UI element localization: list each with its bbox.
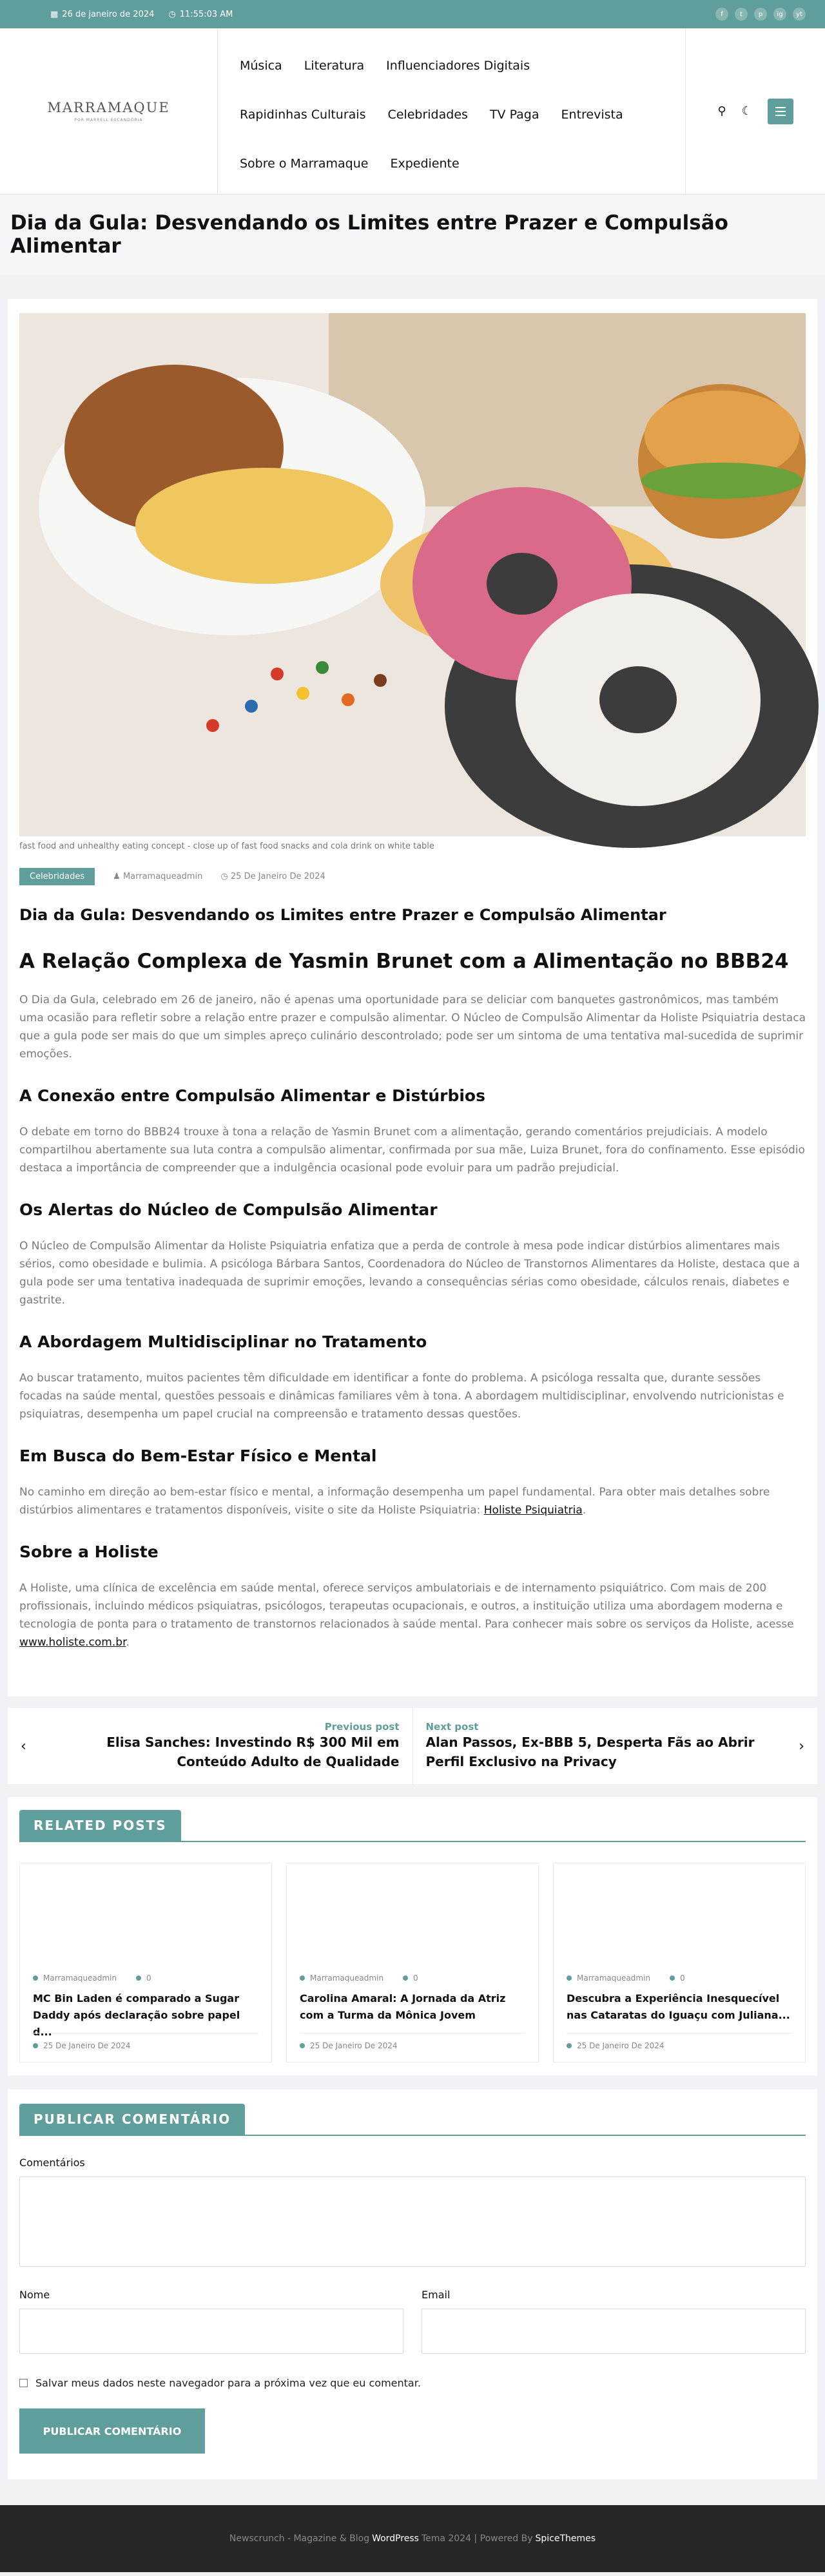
- nav-item-musica[interactable]: Música: [240, 59, 282, 73]
- site-logo[interactable]: [0, 28, 218, 194]
- submit-comment-button[interactable]: PUBLICAR COMENTÁRIO: [19, 2408, 205, 2454]
- comment-heading: PUBLICAR COMENTÁRIO: [19, 2104, 245, 2135]
- related-posts-heading: RELATED POSTS: [19, 1810, 181, 1841]
- comment-icon: [136, 1975, 141, 1981]
- nav-item-rapidinhas[interactable]: Rapidinhas Culturais: [240, 108, 366, 122]
- related-post-card[interactable]: [19, 1863, 272, 2062]
- article-paragraph: Ao buscar tratamento, muitos pacientes têm dificuldade em identificar a fonte do problema. A psicóloga ressalta que, durante sessões focadas na saúde mental, questões pessoais e dinâmicas familiares vêm à tona. A abordagem multidisciplinar, envolvendo nutricionistas e psiquiatras, desempenha um papel crucial na compreensão e tratamento dessas questões.: [19, 1372, 784, 1421]
- holiste-link[interactable]: Holiste Psiquiatria: [483, 1504, 583, 1517]
- related-post-date: 25 De Janeiro De 2024: [33, 2041, 258, 2050]
- fast-food-illustration: [19, 313, 806, 836]
- related-post-card[interactable]: [286, 1863, 539, 2062]
- previous-post-link[interactable]: [8, 1708, 413, 1784]
- save-data-checkbox[interactable]: [19, 2379, 28, 2387]
- search-icon[interactable]: ⚲: [717, 104, 726, 118]
- logo-tagline: POR MARRELL ESCANDÓRIA: [74, 118, 143, 122]
- related-post-comments[interactable]: 0: [403, 1974, 418, 1983]
- clock-icon: ◷: [168, 9, 176, 19]
- comment-icon: [670, 1975, 675, 1981]
- current-date: ▦ 26 de janeiro de 2024: [50, 9, 155, 19]
- pinterest-icon[interactable]: p: [754, 8, 767, 21]
- comment-label: Comentários: [19, 2157, 85, 2169]
- wordpress-link[interactable]: WordPress: [372, 2533, 419, 2544]
- site-header: [0, 28, 825, 195]
- current-time: ◷ 11:55:03 AM: [168, 9, 233, 19]
- article-subheading: Em Busca do Bem-Estar Físico e Mental: [19, 1447, 377, 1465]
- nav-item-entrevista[interactable]: Entrevista: [561, 108, 623, 122]
- article-card: [8, 299, 817, 1697]
- spicethemes-link[interactable]: SpiceThemes: [535, 2533, 596, 2544]
- article-paragraph: O Dia da Gula, celebrado em 26 de janeiro, não é apenas uma oportunidade para se deliciar com banquetes gastronômicos, mas também uma ocasião para refletir sobre a relação entre prazer e compulsão alimentar. O Núcleo de Compulsão Alimentar da Holiste Psiquiatria destaca que a gula pode ser mais do que um simples apreço culinário descontrolado; pode ser um sintoma de uma tentativa mal-sucedida de suprimir emoções.: [19, 994, 806, 1061]
- instagram-icon[interactable]: ig: [773, 8, 786, 21]
- twitter-icon[interactable]: t: [735, 8, 748, 21]
- email-input[interactable]: [422, 2309, 806, 2354]
- related-post-card[interactable]: [553, 1863, 806, 2062]
- related-post-author[interactable]: Marramaqueadmin: [567, 1974, 650, 1983]
- nav-item-tv-paga[interactable]: TV Paga: [489, 108, 539, 122]
- image-caption: fast food and unhealthy eating concept - close up of fast food snacks and cola drink on white table: [19, 841, 434, 851]
- nav-item-literatura[interactable]: Literatura: [304, 59, 365, 73]
- calendar-icon: ▦: [50, 9, 59, 19]
- top-bar: [0, 0, 825, 28]
- category-badge[interactable]: Celebridades: [19, 868, 95, 885]
- page-title: Dia da Gula: Desvendando os Limites entre Prazer e Compulsão Alimentar: [10, 211, 728, 258]
- holiste-site-link[interactable]: www.holiste.com.br: [19, 1636, 126, 1649]
- related-post-title[interactable]: Descubra a Experiência Inesquecível nas Cataratas do Iguaçu com Juliana...: [567, 1992, 790, 2021]
- dark-mode-icon[interactable]: ☾: [741, 104, 752, 118]
- related-post-title[interactable]: Carolina Amaral: A Jornada da Atriz com a Turma da Mônica Jovem: [300, 1992, 506, 2021]
- comment-icon: [403, 1975, 408, 1981]
- user-icon: [567, 1975, 572, 1981]
- save-data-checkbox-row[interactable]: [19, 2377, 806, 2389]
- post-navigation: [8, 1708, 817, 1784]
- social-links: [715, 8, 806, 21]
- nav-item-influenciadores[interactable]: Influenciadores Digitais: [386, 59, 530, 73]
- main-nav: [218, 28, 686, 194]
- related-post-author[interactable]: Marramaqueadmin: [33, 1974, 117, 1983]
- related-post-author[interactable]: Marramaqueadmin: [300, 1974, 383, 1983]
- email-label: Email: [422, 2289, 451, 2301]
- chevron-right-icon: ›: [799, 1738, 804, 1754]
- name-label: Nome: [19, 2289, 50, 2301]
- comment-form: [8, 2090, 817, 2479]
- page-title-band: [0, 195, 825, 274]
- related-post-date: 25 De Janeiro De 2024: [567, 2041, 792, 2050]
- clock-icon: [300, 2043, 305, 2048]
- post-author[interactable]: ♟ Marramaqueadmin: [113, 872, 203, 881]
- next-post-link[interactable]: [413, 1708, 818, 1784]
- footer-text: Tema 2024 | Powered By: [421, 2533, 533, 2544]
- hamburger-menu-button[interactable]: [768, 99, 793, 124]
- article-body: [19, 906, 806, 1651]
- post-subtitle: Dia da Gula: Desvendando os Limites entre Prazer e Compulsão Alimentar: [19, 906, 666, 924]
- nav-item-expediente[interactable]: Expediente: [390, 157, 460, 171]
- footer-text: Newscrunch - Magazine & Blog: [229, 2533, 370, 2544]
- related-posts: [8, 1797, 817, 2075]
- site-footer: [0, 2505, 825, 2572]
- related-post-comments[interactable]: 0: [136, 1974, 151, 1983]
- clock-icon: [567, 2043, 572, 2048]
- previous-post-title: Elisa Sanches: Investindo R$ 300 Mil em Conteúdo Adulto de Qualidade: [106, 1735, 400, 1769]
- clock-icon: [33, 2043, 38, 2048]
- facebook-icon[interactable]: f: [715, 8, 728, 21]
- related-post-comments[interactable]: 0: [670, 1974, 685, 1983]
- name-input[interactable]: [19, 2309, 403, 2354]
- user-icon: [33, 1975, 38, 1981]
- article-subheading: Os Alertas do Núcleo de Compulsão Alimentar: [19, 1200, 438, 1219]
- article-paragraph: No caminho em direção ao bem-estar físico e mental, a informação desempenha um papel fundamental. Para obter mais detalhes sobre distúrbios alimentares e tratamentos disponíveis, visite o site da Holiste Psiquiatria: Holiste Psiquiatria.: [19, 1486, 770, 1517]
- post-meta: [19, 868, 806, 885]
- related-post-title[interactable]: MC Bin Laden é comparado a Sugar Daddy após declaração sobre papel d...: [33, 1992, 240, 2038]
- article-subheading: Sobre a Holiste: [19, 1543, 159, 1561]
- save-data-label: Salvar meus dados neste navegador para a próxima vez que eu comentar.: [35, 2377, 421, 2389]
- article-paragraph: O Núcleo de Compulsão Alimentar da Holiste Psiquiatria enfatiza que a perda de controle à mesa pode indicar distúrbios alimentares mais sérios, como obesidade e bulimia. A psicóloga Bárbara Santos, Coordenadora do Núcleo de Transtornos Alimentares da Holiste, destaca que a gula pode ser uma tentativa inadequada de suprimir emoções, levando a consequências sérias como obesidade, cálculos renais, diabetes e gastrite.: [19, 1240, 800, 1307]
- chevron-left-icon: ‹: [21, 1738, 26, 1754]
- next-post-label: Next post: [425, 1721, 479, 1733]
- related-post-date: 25 De Janeiro De 2024: [300, 2041, 525, 2050]
- article-paragraph: O debate em torno do BBB24 trouxe à tona a relação de Yasmin Brunet com a alimentação, gerando comentários prejudiciais. A modelo compartilhou abertamente sua luta contra a compulsão alimentar, confirmada por sua mãe, Luiza Brunet, fora do confinamento. Esse episódio destaca a importância de compreender que a indulgência ocasional pode evoluir para um padrão prejudicial.: [19, 1126, 805, 1175]
- article-subheading: A Abordagem Multidisciplinar no Tratamento: [19, 1332, 427, 1351]
- article-paragraph: A Holiste, uma clínica de excelência em saúde mental, oferece serviços ambulatoriais e de internamento psiquiátrico. Com mais de 200 profissionais, incluindo médicos psiquiatras, psicólogos, terapeutas ocupacionais, e outros, a instituição utiliza uma abordagem moderna e tecnologia de ponta para o tratamento de transtornos relacionados à saúde mental. Para conhecer mais sobre os serviços da Holiste, acesse www.holiste.com.br.: [19, 1582, 794, 1649]
- article-heading: A Relação Complexa de Yasmin Brunet com a Alimentação no BBB24: [19, 950, 789, 973]
- previous-post-label: Previous post: [324, 1721, 400, 1733]
- nav-item-celebridades[interactable]: Celebridades: [387, 108, 468, 122]
- user-icon: [300, 1975, 305, 1981]
- article-subheading: A Conexão entre Compulsão Alimentar e Distúrbios: [19, 1086, 485, 1105]
- nav-item-sobre[interactable]: Sobre o Marramaque: [240, 157, 369, 171]
- youtube-icon[interactable]: yt: [793, 8, 806, 21]
- post-date: ◷ 25 De Janeiro De 2024: [220, 872, 325, 881]
- logo-title: MARRAMAQUE: [47, 100, 170, 115]
- featured-image: [19, 313, 806, 836]
- clock-icon: ◷: [220, 872, 228, 881]
- comment-textarea[interactable]: [19, 2177, 806, 2267]
- next-post-title: Alan Passos, Ex-BBB 5, Desperta Fãs ao Abrir Perfil Exclusivo na Privacy: [425, 1735, 755, 1769]
- user-icon: ♟: [113, 872, 121, 881]
